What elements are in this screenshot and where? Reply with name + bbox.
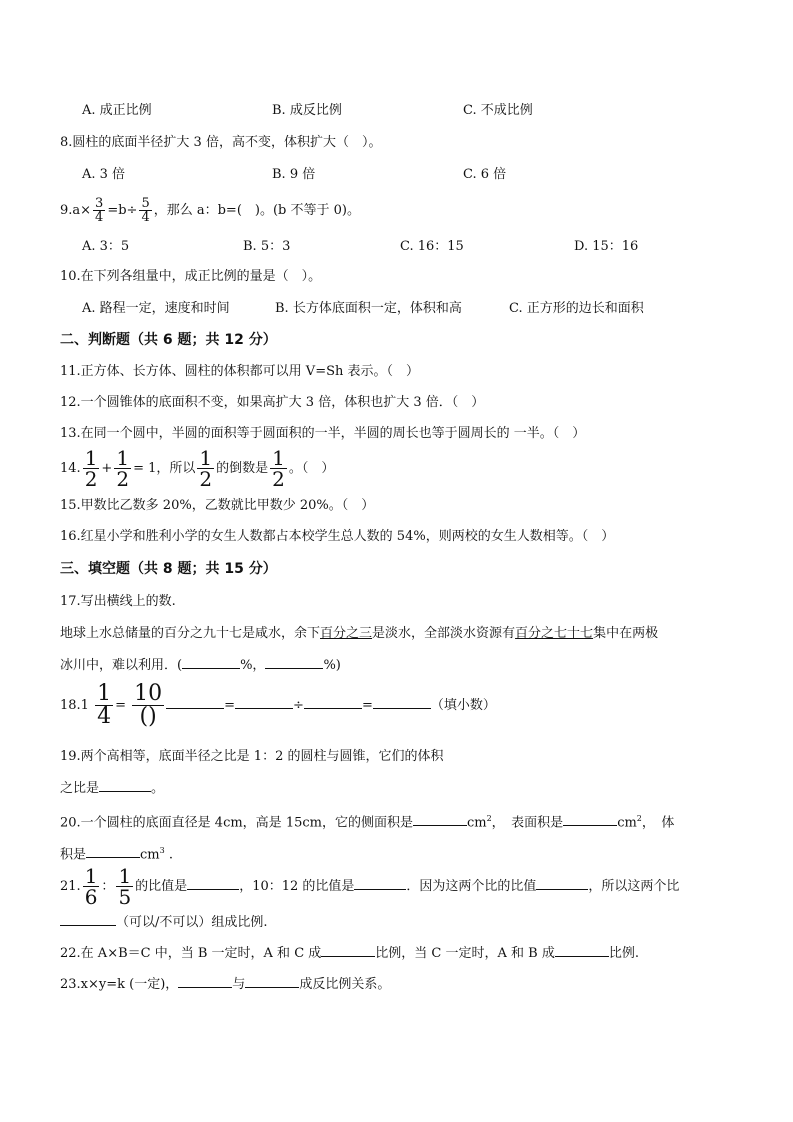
q14-plus: + xyxy=(101,461,113,476)
q14-end: 。（ ） xyxy=(288,461,335,476)
q20-blank-2[interactable] xyxy=(563,813,617,826)
q14-mid: 的倒数是 xyxy=(216,461,269,476)
q18-blank-3[interactable] xyxy=(304,696,362,709)
q21-fraction-1: $\frac{1}{6}$ xyxy=(84,864,98,909)
q7-option-a: A. 成正比例 xyxy=(82,103,152,118)
q9-fraction-1: $\frac{3}{4}$ xyxy=(95,196,104,225)
q7-option-c: C. 不成比例 xyxy=(463,103,533,118)
q14-fraction-1: $\frac{1}{2}$ xyxy=(84,446,98,491)
q22-blank-1[interactable] xyxy=(321,944,375,957)
q9-option-d: D. 15：16 xyxy=(574,239,639,254)
q21-blank-3[interactable] xyxy=(536,877,588,890)
q10-option-a: A. 路程一定，速度和时间 xyxy=(82,301,230,316)
q8-question: 8.圆柱的底面半径扩大 3 倍，高不变，体积扩大（ ）。 xyxy=(60,135,382,150)
q18-note: （填小数） xyxy=(430,698,496,713)
q20-blank-3[interactable] xyxy=(86,845,140,858)
q17-underlined-1: 百分之三 xyxy=(320,626,373,641)
section-heading-judgment: 二、判断题（共 6 题；共 12 分） xyxy=(60,332,277,348)
q10-question: 10.在下列各组量中，成正比例的量是（ ）。 xyxy=(60,269,322,284)
q9-post: ，那么 a：b=( )。(b 不等于 0)。 xyxy=(153,203,360,218)
q21-fraction-2: $\frac{1}{5}$ xyxy=(118,864,132,909)
q23-question: 23.x×y=k (一定)， 与 成反比例关系。 xyxy=(60,977,391,992)
q7-option-b: B. 成反比例 xyxy=(272,103,342,118)
q19-blank[interactable] xyxy=(99,779,151,792)
q17-line-1: 地球上水总储量的百分之九十七是咸水，余下百分之三是淡水，全部淡水资源有百分之七十七集中在两极 xyxy=(60,626,659,641)
q9-fraction-2: $\frac{5}{4}$ xyxy=(141,196,150,225)
q20-line-2: 积是 $cm^3$ . xyxy=(60,846,173,863)
q18-blank-1[interactable] xyxy=(166,696,224,709)
q8-option-b: B. 9 倍 xyxy=(272,167,316,182)
q9-mid: =b÷ xyxy=(107,203,138,218)
q21-blank-4[interactable] xyxy=(60,913,116,926)
q23-blank-1[interactable] xyxy=(178,975,232,988)
q14-fraction-2: $\frac{1}{2}$ xyxy=(116,446,130,491)
q11-question: 11.正方体、长方体、圆柱的体积都可以用 V=Sh 表示。（ ） xyxy=(60,364,419,379)
q20-blank-1[interactable] xyxy=(413,813,467,826)
section-heading-fill-blank: 三、填空题（共 8 题；共 15 分） xyxy=(60,561,277,577)
q14-eq: = 1，所以 xyxy=(133,461,196,476)
q22-question: 22.在 A×B＝C 中，当 B 一定时，A 和 C 成 比例，当 C 一定时，A 和 B 成 比例. xyxy=(60,946,639,961)
q8-option-c: C. 6 倍 xyxy=(463,167,507,182)
q23-blank-2[interactable] xyxy=(245,975,299,988)
q21-line-2: （可以/不可以）组成比例. xyxy=(60,913,268,932)
q8-option-a: A. 3 倍 xyxy=(82,167,126,182)
q18-fraction-2: $\frac{10}{()}$ xyxy=(134,681,163,729)
q13-question: 13.在同一个圆中，半圆的面积等于圆面积的一半，半圆的周长也等于圆周长的 一半。（ ） xyxy=(60,426,586,441)
q14-fraction-4: $\frac{1}{2}$ xyxy=(272,446,285,491)
q10-option-c: C. 正方形的边长和面积 xyxy=(509,301,644,316)
q9-option-a: A. 3：5 xyxy=(82,239,130,254)
q16-question: 16.红星小学和胜利小学的女生人数都占本校学生总人数的 54%，则两校的女生人数相等。（ ） xyxy=(60,529,615,544)
q17-title: 17.写出横线上的数. xyxy=(60,594,176,609)
q9-option-b: B. 5：3 xyxy=(243,239,291,254)
q18-fraction-1: $\frac{1}{4}$ xyxy=(97,681,112,729)
q21-blank-2[interactable] xyxy=(354,877,406,890)
q14-question xyxy=(60,448,334,489)
q19-line-2: 之比是 。 xyxy=(60,781,165,796)
q19-line-1: 19.两个高相等，底面半径之比是 1：2 的圆柱与圆锥，它们的体积 xyxy=(60,749,444,764)
q20-line-1: 20.一个圆柱的底面直径是 4cm，高是 15cm，它的侧面积是 $cm^2$， 表面积是 $cm^2$， 体 xyxy=(60,814,675,831)
q12-question: 12.一个圆锥体的底面积不变，如果高扩大 3 倍，体积也扩大 3 倍．（ ） xyxy=(60,395,485,410)
q22-blank-2[interactable] xyxy=(555,944,609,957)
q14-fraction-3: $\frac{1}{2}$ xyxy=(199,446,213,491)
q15-question: 15.甲数比乙数多 20%，乙数就比甲数少 20%。（ ） xyxy=(60,498,375,513)
q9-option-c: C. 16：15 xyxy=(400,239,464,254)
q17-underlined-2: 百分之七十七 xyxy=(515,626,594,641)
q9-pre: 9.a× xyxy=(60,203,92,218)
q21-blank-1[interactable] xyxy=(187,877,239,890)
q18-blank-2[interactable] xyxy=(235,696,293,709)
q17-line-2: 冰川中，难以利用．( %， %) xyxy=(60,658,341,673)
q10-option-b: B. 长方体底面积一定，体积和高 xyxy=(275,301,462,316)
q17-blank-1[interactable] xyxy=(182,656,240,669)
q17-blank-2[interactable] xyxy=(265,656,323,669)
q18-blank-4[interactable] xyxy=(373,696,431,709)
q21-line-1: 21. $\frac{1}{6}$ ： $\frac{1}{5}$ 的比值是 ，10：12 的比值是 ．因为这两个比的比值 ，所以这两个比 xyxy=(60,864,680,909)
q9-question xyxy=(60,194,360,228)
q18-question: 18.1 $\frac{1}{4}$ = $\frac{10}{()}$ = ÷ = （填小数） xyxy=(60,681,496,729)
q14-pre: 14. xyxy=(60,461,81,476)
